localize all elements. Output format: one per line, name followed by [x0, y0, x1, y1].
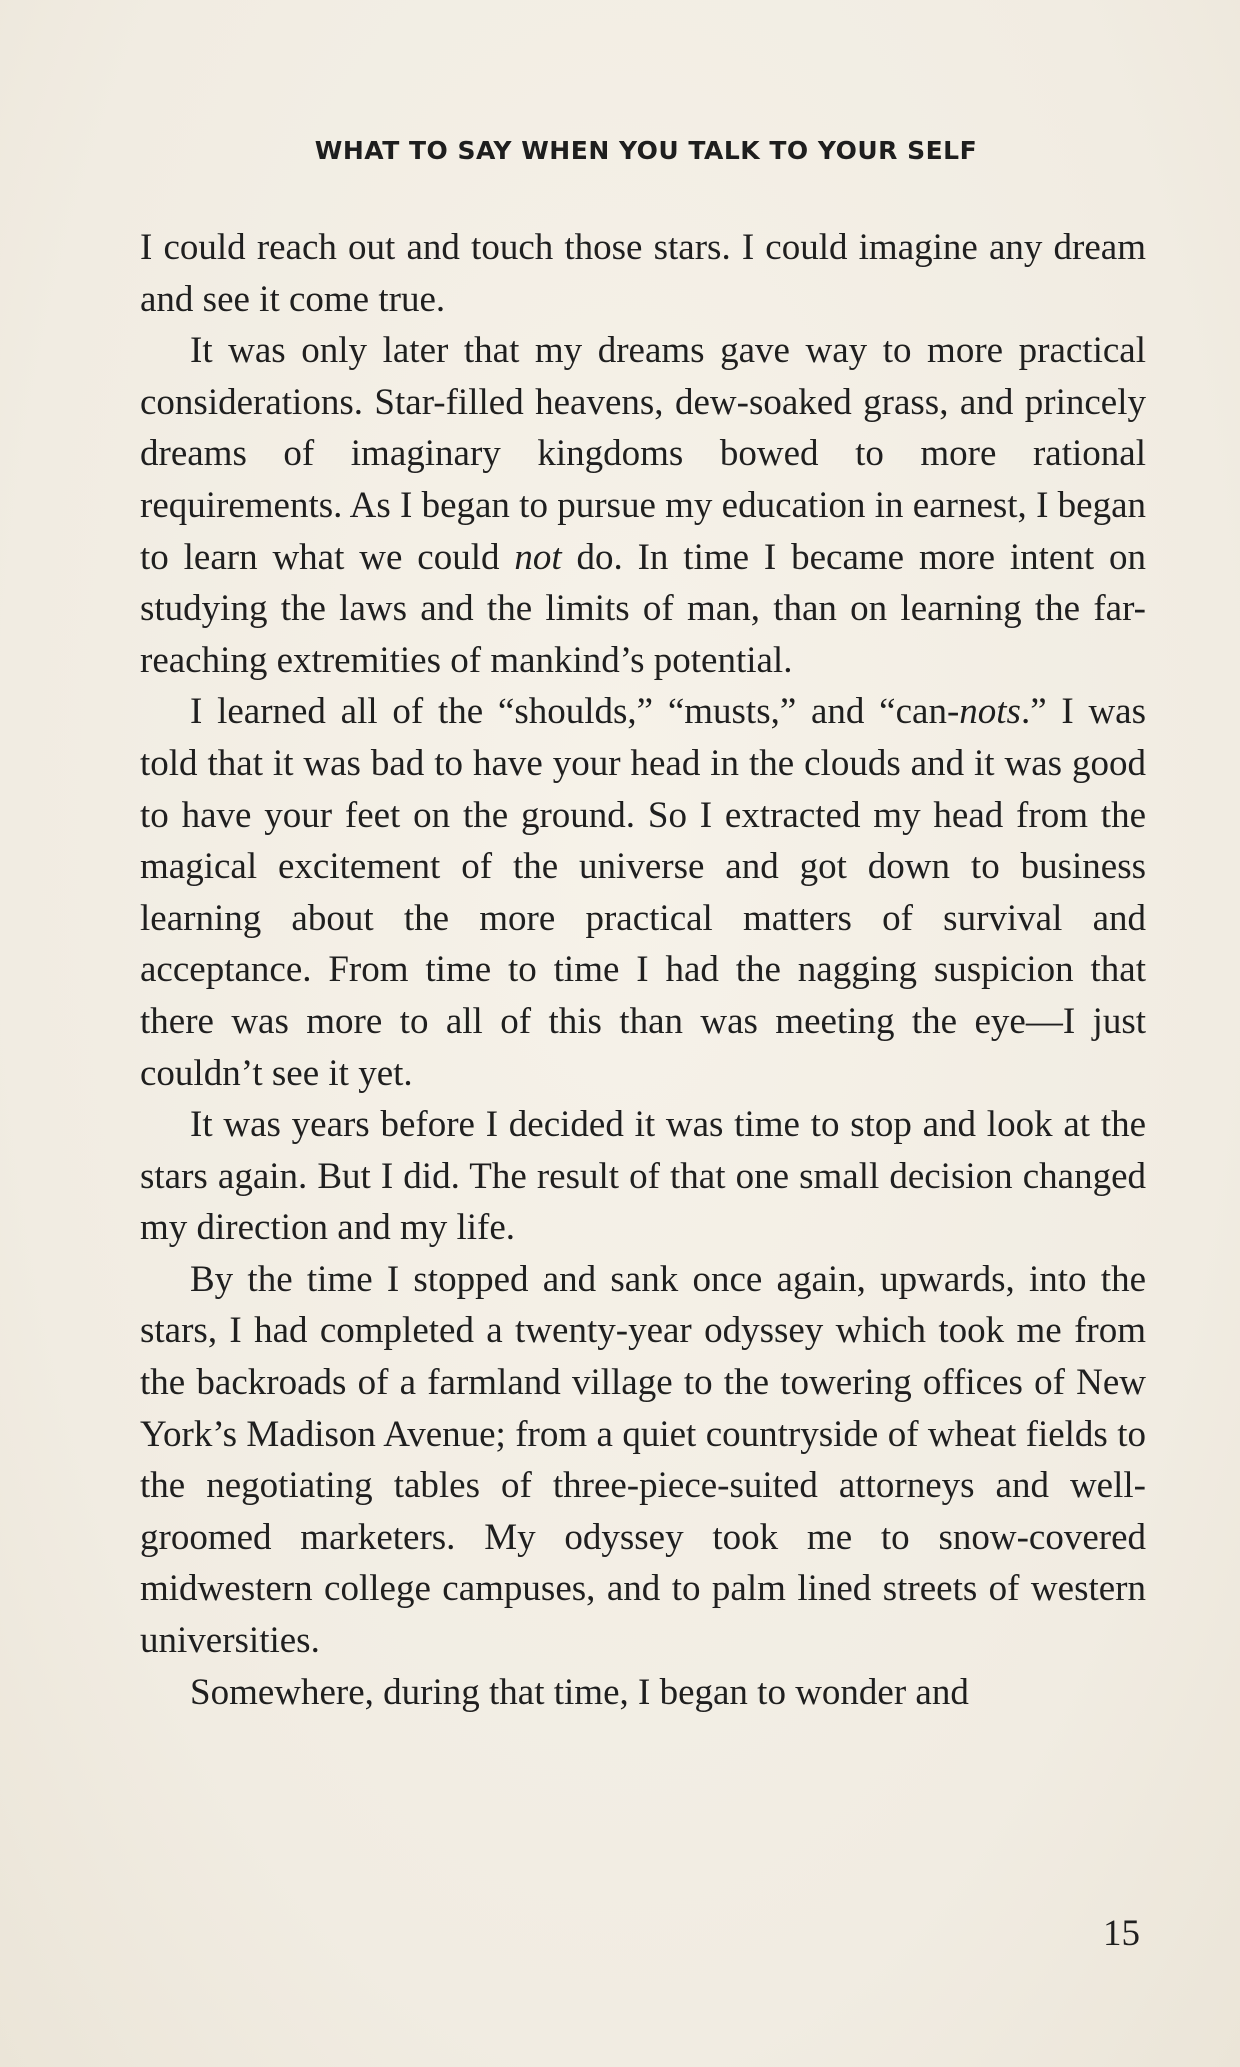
paragraph-5 — [140, 1254, 1146, 1667]
running-header: WHAT TO SAY WHEN YOU TALK TO YOUR SELF — [314, 136, 978, 165]
paragraph-3-text-b: .” I was told that it was bad to have your head in the clouds and it was good to have your feet on the ground. So I extracted my head from the magical excitement of the universe and got down to business learning about the more practical matters of survival and acceptance. From time to time I had the nagging suspicion that there was more to all of this than was meeting the eye—I just couldn’t see it yet. — [140, 691, 1146, 1094]
paragraph-2 — [140, 325, 1146, 686]
paragraph-2-emphasis: not — [514, 536, 562, 578]
body-text — [140, 222, 1146, 1718]
paragraph-5-text: By the time I stopped and sank once again, upwards, into the stars, I had completed a twenty-year odyssey which took me from the backroads of a farmland village to the towering offices of New York’s Madison Avenue; from a quiet countryside of wheat fields to the negotiating tables of three-piece-suited attorneys and well-groomed marketers. My odyssey took me to snow-covered midwestern college campuses, and to palm lined streets of western universities. — [140, 1258, 1146, 1662]
page-number: 15 — [1103, 1913, 1140, 1954]
paragraph-6-text: Somewhere, during that time, I began to wonder and — [190, 1671, 969, 1713]
paragraph-1-text: I could reach out and touch those stars. I could imagine any dream and see it come true. — [140, 227, 1146, 320]
paragraph-4 — [140, 1099, 1146, 1254]
paragraph-3-text-a: I learned all of the “shoulds,” “musts,” and “can- — [190, 691, 960, 733]
paragraph-6 — [140, 1667, 1146, 1719]
paragraph-4-text: It was years before I decided it was time to stop and look at the stars again. But I did. The result of that one small decision changed my direction and my life. — [140, 1104, 1146, 1249]
paragraph-3-emphasis: nots — [959, 691, 1021, 733]
paragraph-3 — [140, 686, 1146, 1099]
paragraph-2-text-a: It was only later that my dreams gave way to more practical considerations. Star-filled heavens, dew-soaked grass, and princely dreams of imaginary kingdoms bowed to more rational requirements. As I began to pursue my education in earnest, I began to learn what we could — [140, 330, 1146, 578]
paragraph-2-text-b: do. In time I became more intent on studying the laws and the limits of man, than on learning the far-reaching extremities of mankind’s potential. — [140, 536, 1146, 681]
paragraph-1 — [140, 222, 1146, 325]
